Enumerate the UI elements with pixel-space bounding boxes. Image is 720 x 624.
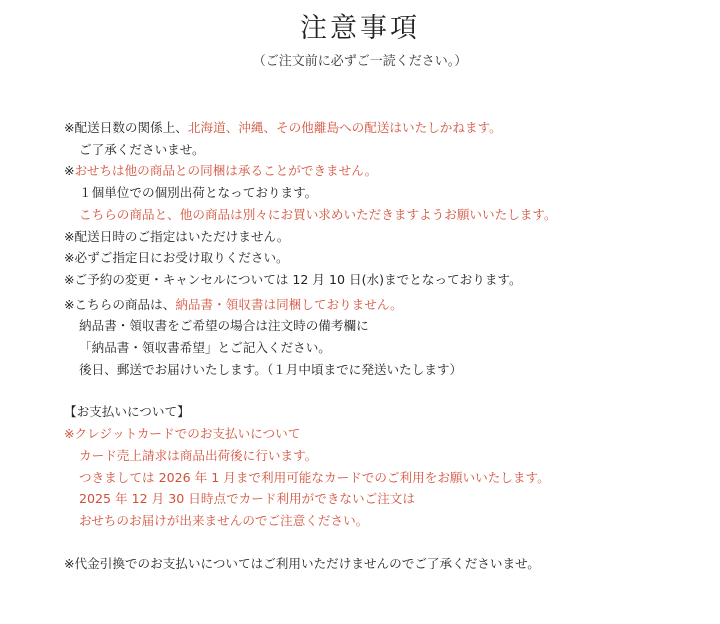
note-text: 後日、郵送でお届けいたします。（１月中頃までに発送いたします） <box>79 361 463 377</box>
notes-body <box>64 117 714 574</box>
note-text: ご了承くださいませ。 <box>79 141 205 157</box>
payment-heading: 【お支払いについて】 <box>64 404 190 420</box>
payment-note: カード売上請求は商品出荷後に行います。 <box>79 447 318 463</box>
cod-note: ※代金引換でのお支払いについてはご利用いただけませんのでご了承くださいませ。 <box>64 555 540 571</box>
note-text: ※ <box>64 163 75 179</box>
note-receipt <box>64 294 714 316</box>
note-delivery-area <box>64 117 714 139</box>
payment-note: おせちのお届けが出来ませんのでご注意ください。 <box>79 512 369 528</box>
note-highlight: 北海道、沖縄、その他離島への配送はいたしかねます。 <box>187 120 502 135</box>
payment-note: 2025 年 12 月 30 日時点でカード利用ができないご注文は <box>79 491 415 507</box>
note-highlight: こちらの商品と、他の商品は別々にお買い求めいただきますようお願いいたします。 <box>79 206 557 222</box>
note-text: ※ご予約の変更・キャンセルについては 12 月 10 日(水)までとなっております。 <box>64 271 522 287</box>
page-subtitle: （ご注文前に必ずご一読ください。） <box>252 54 468 69</box>
note-no-bundling <box>64 160 714 182</box>
page-title: 注意事項 <box>300 13 420 44</box>
note-text: ※こちらの商品は、 <box>64 296 176 312</box>
note-text: ※配送日数の関係上、 <box>64 120 188 135</box>
note-text: １個単位での個別出荷となっております。 <box>79 185 318 201</box>
note-text: 納品書・領収書をご希望の場合は注文時の備考欄に <box>79 318 369 334</box>
note-highlight: 納品書・領収書は同梱しておりません。 <box>175 296 403 312</box>
spacer <box>64 380 714 401</box>
note-text: ※配送日時のご指定はいただけません。 <box>64 228 290 244</box>
payment-note: ※クレジットカードでのお支払いについて <box>64 426 301 442</box>
spacer <box>64 532 714 553</box>
note-text: 「納品書・領収書希望」とご記入ください。 <box>79 340 331 356</box>
note-text: ※必ずご指定日にお受け取りください。 <box>64 250 289 266</box>
payment-note: つきましては 2026 年 1 月まで利用可能なカードでのご利用をお願いいたします。 <box>79 469 550 485</box>
note-highlight: おせちは他の商品との同梱は承ることができません。 <box>74 163 378 179</box>
